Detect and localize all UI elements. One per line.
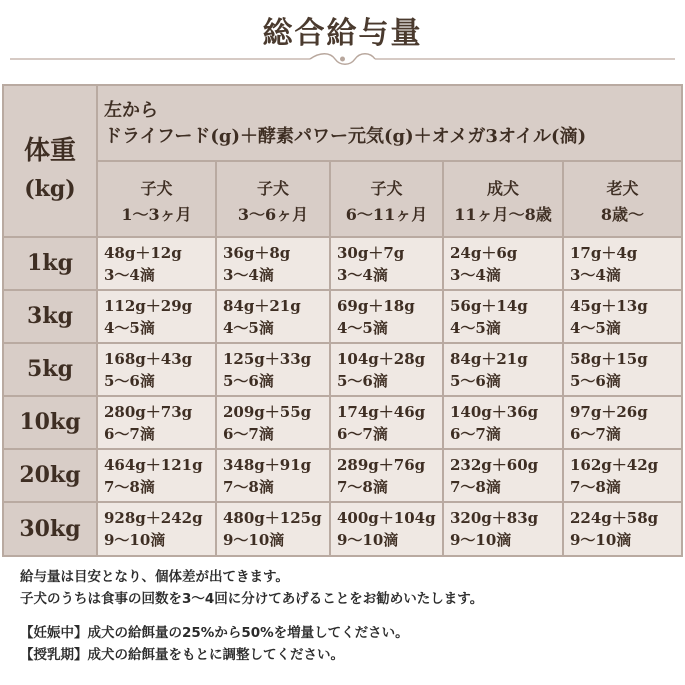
legend-line-1: 左から <box>104 100 158 121</box>
cell-text: 9〜10滴 <box>450 531 512 549</box>
cell-text: 4〜5滴 <box>570 319 621 337</box>
age-label: 1〜3ヶ月 <box>121 205 192 224</box>
table-cell <box>217 238 329 289</box>
cell-text: 30g＋7g <box>337 244 405 262</box>
note-pregnancy: 【妊娠中】成犬の給餌量の25%から50%を増量してください。 <box>20 625 409 641</box>
cell-text: 6〜7滴 <box>570 425 621 443</box>
cell-text: 224g＋58g <box>570 509 659 527</box>
cell-text: 9〜10滴 <box>104 531 166 549</box>
cell-text: 348g＋91g <box>223 456 312 474</box>
cell-text: 104g＋28g <box>337 350 426 368</box>
feeding-table <box>2 84 683 557</box>
table-cell <box>444 450 562 501</box>
cell-text: 9〜10滴 <box>223 531 285 549</box>
cell-text: 7〜8滴 <box>337 478 388 496</box>
cell-text: 3〜4滴 <box>223 266 274 284</box>
table-cell <box>444 238 562 289</box>
weight-cell: 1kg <box>4 238 96 289</box>
cell-text: 24g＋6g <box>450 244 518 262</box>
cell-text: 4〜5滴 <box>223 319 274 337</box>
age-header <box>444 162 562 236</box>
cell-text: 174g＋46g <box>337 403 426 421</box>
table-cell <box>564 450 681 501</box>
cell-text: 17g＋4g <box>570 244 638 262</box>
table-cell <box>564 344 681 395</box>
cell-text: 928g＋242g <box>104 509 203 527</box>
table-cell <box>331 503 442 555</box>
cell-text: 6〜7滴 <box>450 425 501 443</box>
page-title: 総合給与量 <box>262 16 423 51</box>
table-cell <box>331 450 442 501</box>
cell-text: 7〜8滴 <box>104 478 155 496</box>
table-cell <box>217 450 329 501</box>
cell-text: 69g＋18g <box>337 297 415 315</box>
table-cell <box>564 238 681 289</box>
legend-header-cell <box>98 86 681 160</box>
cell-text: 3〜4滴 <box>570 266 621 284</box>
cell-text: 140g＋36g <box>450 403 539 421</box>
age-label: 成犬 <box>486 179 519 198</box>
age-label: 子犬 <box>370 179 403 198</box>
cell-text: 7〜8滴 <box>223 478 274 496</box>
table-cell <box>217 344 329 395</box>
table-cell <box>444 291 562 342</box>
note-line: 子犬のうちは食事の回数を3〜4回に分けてあげることをお勧めいたします。 <box>20 591 484 607</box>
table-cell <box>98 238 215 289</box>
cell-text: 58g＋15g <box>570 350 648 368</box>
cell-text: 5〜6滴 <box>337 372 388 390</box>
notes-block <box>20 566 483 666</box>
table-cell <box>564 397 681 448</box>
age-header <box>98 162 215 236</box>
table-cell <box>331 397 442 448</box>
weight-header-label: 体重 <box>23 136 76 166</box>
cell-text: 209g＋55g <box>223 403 312 421</box>
table-cell <box>444 344 562 395</box>
cell-text: 45g＋13g <box>570 297 648 315</box>
age-label: 6〜11ヶ月 <box>345 205 428 224</box>
table-cell <box>331 238 442 289</box>
ornament-divider <box>10 52 675 66</box>
cell-text: 4〜5滴 <box>450 319 501 337</box>
cell-text: 162g＋42g <box>570 456 659 474</box>
table-cell <box>444 503 562 555</box>
age-label: 8歳〜 <box>600 205 645 224</box>
table-cell <box>98 450 215 501</box>
cell-text: 36g＋8g <box>223 244 291 262</box>
weight-cell: 5kg <box>4 344 96 395</box>
cell-text: 4〜5滴 <box>337 319 388 337</box>
legend-line-2: ドライフード(g)＋酵素パワー元気(g)＋オメガ3オイル(滴) <box>104 126 587 147</box>
cell-text: 5〜6滴 <box>570 372 621 390</box>
cell-text: 84g＋21g <box>450 350 528 368</box>
table-cell <box>217 503 329 555</box>
age-header <box>564 162 681 236</box>
table-cell <box>331 344 442 395</box>
note-line: 給与量は目安となり、個体差が出てきます。 <box>20 569 289 585</box>
cell-text: 6〜7滴 <box>223 425 274 443</box>
weight-cell: 30kg <box>4 503 96 555</box>
cell-text: 84g＋21g <box>223 297 301 315</box>
weight-cell: 10kg <box>4 397 96 448</box>
weight-header-unit: (kg) <box>24 176 76 202</box>
cell-text: 280g＋73g <box>104 403 193 421</box>
cell-text: 320g＋83g <box>450 509 539 527</box>
cell-text: 9〜10滴 <box>337 531 399 549</box>
weight-cell: 20kg <box>4 450 96 501</box>
table-cell <box>564 503 681 555</box>
note-lactation: 【授乳期】成犬の給餌量をもとに調整してください。 <box>20 647 344 663</box>
age-label: 老犬 <box>606 179 639 198</box>
table-cell <box>331 291 442 342</box>
cell-text: 112g＋29g <box>104 297 193 315</box>
cell-text: 48g＋12g <box>104 244 182 262</box>
cell-text: 3〜4滴 <box>450 266 501 284</box>
age-header <box>331 162 442 236</box>
cell-text: 97g＋26g <box>570 403 648 421</box>
age-label: 3〜6ヶ月 <box>237 205 309 224</box>
cell-text: 480g＋125g <box>223 509 322 527</box>
table-cell <box>98 397 215 448</box>
table-cell <box>98 344 215 395</box>
cell-text: 3〜4滴 <box>104 266 155 284</box>
table-cell <box>444 397 562 448</box>
cell-text: 56g＋14g <box>450 297 528 315</box>
cell-text: 9〜10滴 <box>570 531 632 549</box>
age-label: 子犬 <box>140 179 173 198</box>
cell-text: 168g＋43g <box>104 350 193 368</box>
table-cell <box>98 503 215 555</box>
cell-text: 5〜6滴 <box>450 372 501 390</box>
weight-cell: 3kg <box>4 291 96 342</box>
cell-text: 232g＋60g <box>450 456 539 474</box>
table-cell <box>98 291 215 342</box>
cell-text: 464g＋121g <box>104 456 203 474</box>
age-label: 子犬 <box>256 179 289 198</box>
cell-text: 5〜6滴 <box>104 372 155 390</box>
cell-text: 125g＋33g <box>223 350 312 368</box>
cell-text: 289g＋76g <box>337 456 426 474</box>
cell-text: 400g＋104g <box>337 509 436 527</box>
table-cell <box>217 291 329 342</box>
age-header <box>217 162 329 236</box>
cell-text: 5〜6滴 <box>223 372 274 390</box>
cell-text: 6〜7滴 <box>104 425 155 443</box>
cell-text: 7〜8滴 <box>570 478 621 496</box>
table-cell <box>564 291 681 342</box>
cell-text: 3〜4滴 <box>337 266 388 284</box>
table-cell <box>217 397 329 448</box>
age-label: 11ヶ月〜8歳 <box>454 205 552 224</box>
weight-header-cell <box>4 86 96 236</box>
cell-text: 7〜8滴 <box>450 478 501 496</box>
cell-text: 4〜5滴 <box>104 319 155 337</box>
cell-text: 6〜7滴 <box>337 425 388 443</box>
